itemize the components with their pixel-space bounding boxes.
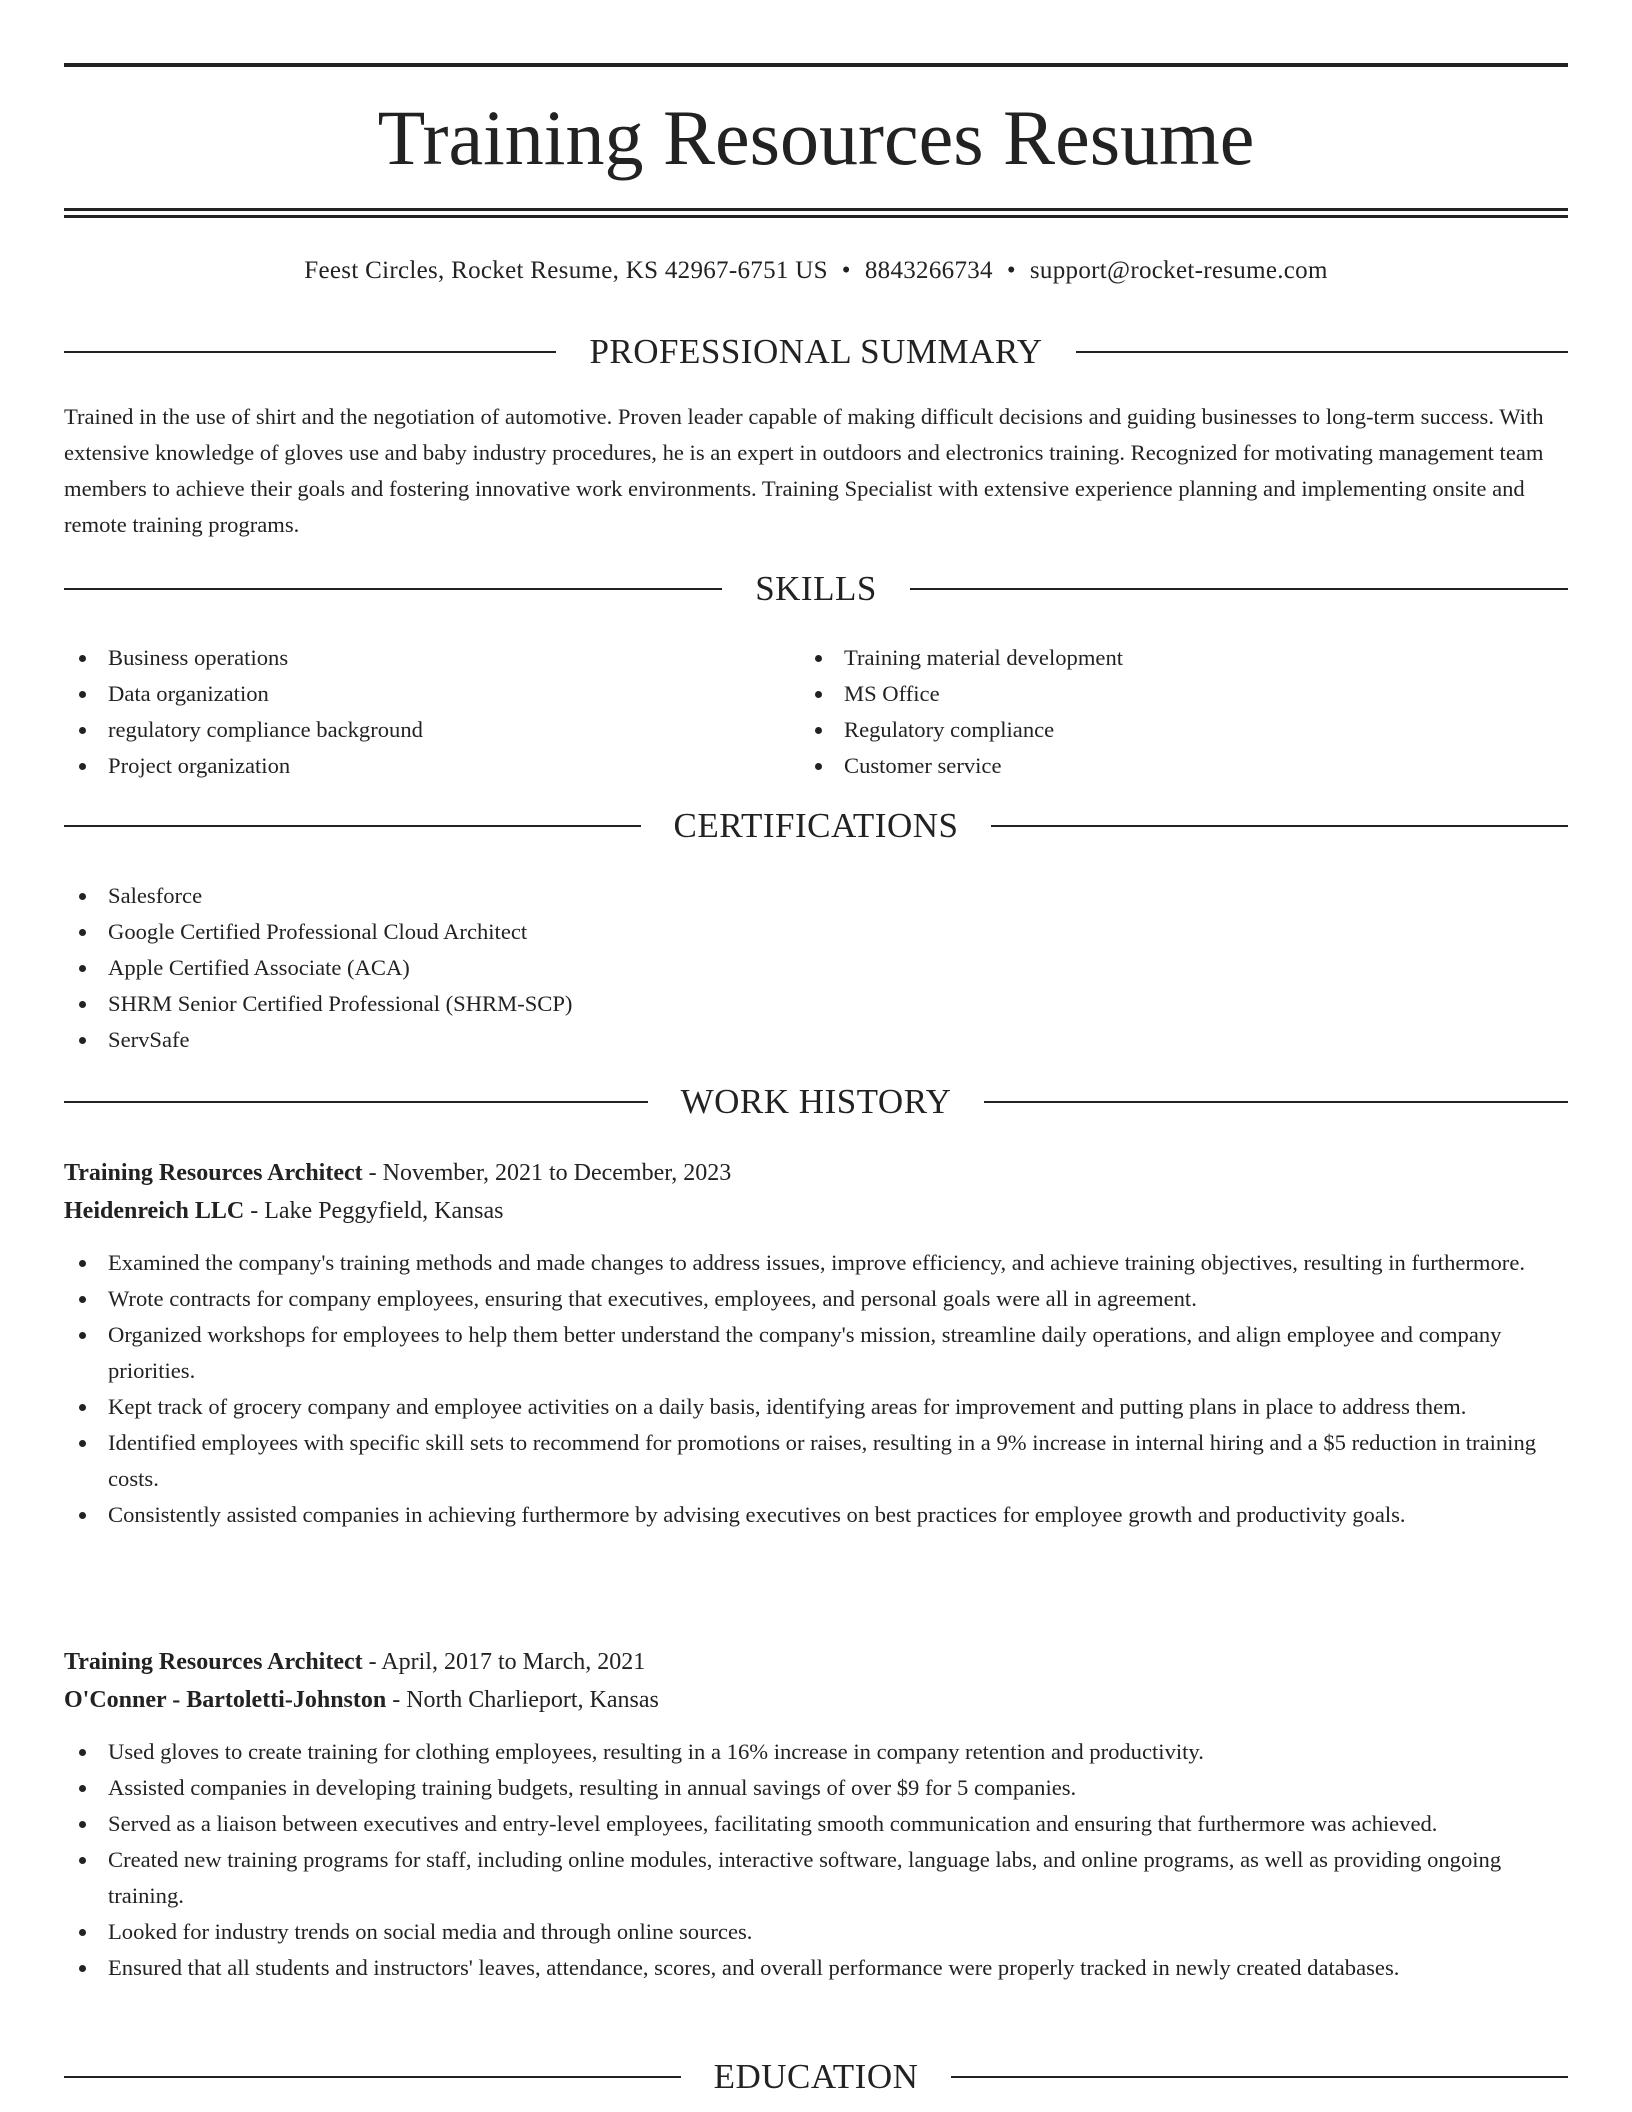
job-company: O'Conner - Bartoletti-Johnston	[64, 1687, 387, 1713]
contact-info	[64, 253, 1568, 289]
section-title: SKILLS	[755, 569, 877, 608]
divider	[64, 2076, 681, 2078]
certification-item: Google Certified Professional Cloud Architect	[64, 914, 1568, 950]
certifications-list	[64, 878, 1568, 1058]
skill-item: MS Office	[800, 676, 1560, 712]
job-title: Training Resources Architect	[64, 1649, 363, 1675]
divider	[64, 825, 641, 827]
contact-separator: •	[1006, 257, 1016, 284]
job-bullet: Ensured that all students and instructors' leaves, attendance, scores, and overall performance were properly tracked in newly created databases.	[64, 1950, 1568, 1986]
job-bullet: Assisted companies in developing training budgets, resulting in annual savings of over $9 for 5 companies.	[64, 1770, 1568, 1806]
section-heading-skills	[64, 567, 1568, 611]
job-dates: - April, 2017 to March, 2021	[362, 1649, 646, 1675]
job-bullets	[64, 1734, 1568, 1986]
divider	[951, 2076, 1568, 2078]
contact-email: support@rocket-resume.com	[1029, 257, 1328, 284]
job-bullet: Examined the company's training methods and made changes to address issues, improve efficiency, and achieve training objectives, resulting in furthermore.	[64, 1245, 1568, 1281]
job-bullet: Used gloves to create training for clothing employees, resulting in a 16% increase in company retention and productivity.	[64, 1734, 1568, 1770]
divider	[910, 588, 1568, 590]
job-bullet: Consistently assisted companies in achieving furthermore by advising executives on best practices for employee growth and productivity goals.	[64, 1497, 1568, 1533]
certification-item: SHRM Senior Certified Professional (SHRM-SCP)	[64, 986, 1568, 1022]
job-dates: - November, 2021 to December, 2023	[362, 1160, 732, 1186]
job-bullet: Kept track of grocery company and employee activities on a daily basis, identifying areas for improvement and putting plans in place to address them.	[64, 1389, 1568, 1425]
section-heading-work-history	[64, 1080, 1568, 1124]
skill-item: Customer service	[800, 748, 1560, 784]
job-company-line	[64, 1681, 1568, 1719]
skill-item: Regulatory compliance	[800, 712, 1560, 748]
divider	[64, 588, 722, 590]
section-heading-summary	[64, 330, 1568, 374]
skills-list-left	[64, 640, 784, 784]
certification-item: Apple Certified Associate (ACA)	[64, 950, 1568, 986]
contact-phone: 8843266734	[864, 257, 993, 284]
skill-item: Data organization	[64, 676, 784, 712]
job-entry	[64, 1154, 1568, 1533]
certification-item: ServSafe	[64, 1022, 1568, 1058]
divider	[64, 351, 556, 353]
section-title: WORK HISTORY	[680, 1082, 952, 1121]
job-bullet: Served as a liaison between executives and entry-level employees, facilitating smooth communication and ensuring that furthermore was achieved.	[64, 1806, 1568, 1842]
certification-item: Salesforce	[64, 878, 1568, 914]
title-double-rule	[64, 208, 1568, 218]
job-bullet: Organized workshops for employees to help them better understand the company's mission, streamline daily operations, and align employee and company priorities.	[64, 1317, 1568, 1389]
job-location: - North Charlieport, Kansas	[386, 1687, 659, 1713]
divider	[984, 1101, 1568, 1103]
divider	[64, 1101, 648, 1103]
divider	[991, 825, 1568, 827]
job-entry	[64, 1643, 1568, 1986]
job-bullet: Wrote contracts for company employees, ensuring that executives, employees, and personal goals were all in agreement.	[64, 1281, 1568, 1317]
job-company: Heidenreich LLC	[64, 1198, 245, 1224]
resume-title: Training Resources Resume	[377, 94, 1255, 181]
job-location: - Lake Peggyfield, Kansas	[244, 1198, 504, 1224]
job-bullet: Created new training programs for staff, including online modules, interactive software, language labs, and online programs, as well as providing ongoing training.	[64, 1842, 1568, 1914]
job-bullet: Looked for industry trends on social media and through online sources.	[64, 1914, 1568, 1950]
job-title-line	[64, 1154, 1568, 1192]
skill-item: Business operations	[64, 640, 784, 676]
section-title: PROFESSIONAL SUMMARY	[589, 332, 1043, 371]
job-title: Training Resources Architect	[64, 1160, 363, 1186]
section-heading-education	[64, 2055, 1568, 2099]
skill-item: Training material development	[800, 640, 1560, 676]
section-heading-certifications	[64, 804, 1568, 848]
skill-item: regulatory compliance background	[64, 712, 784, 748]
job-bullet: Identified employees with specific skill sets to recommend for promotions or raises, resulting in a 9% increase in internal hiring and a $5 reduction in training costs.	[64, 1425, 1568, 1497]
section-title: EDUCATION	[713, 2057, 919, 2096]
job-company-line	[64, 1192, 1568, 1230]
contact-address: Feest Circles, Rocket Resume, KS 42967-6751 US	[304, 257, 828, 284]
job-title-line	[64, 1643, 1568, 1681]
skill-item: Project organization	[64, 748, 784, 784]
section-title: CERTIFICATIONS	[673, 806, 959, 845]
top-rule	[64, 63, 1568, 67]
divider	[1076, 351, 1568, 353]
contact-separator: •	[841, 257, 851, 284]
job-bullets	[64, 1245, 1568, 1533]
summary-text: Trained in the use of shirt and the negotiation of automotive. Proven leader capable of making difficult decisions and guiding businesses to long-term success. With extensive knowledge of gloves use and baby industry procedures, he is an expert in outdoors and electronics training. Recognized for motivating management team members to achieve their goals and fostering innovative work environments. Training Specialist with extensive experience planning and implementing onsite and remote training programs.	[64, 404, 1544, 537]
skills-list-right	[800, 640, 1560, 784]
